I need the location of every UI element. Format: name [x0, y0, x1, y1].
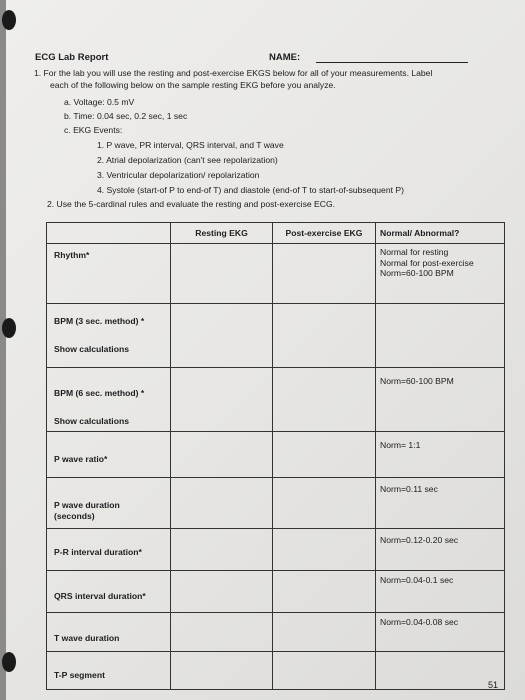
resting-cell[interactable]	[171, 368, 273, 432]
norm-cell[interactable]: Norm=60-100 BPM	[376, 368, 505, 432]
item-voltage: a. Voltage: 0.5 mV	[64, 97, 135, 107]
header-post-exercise-ekg: Post-exercise EKG	[273, 223, 376, 244]
table-row	[47, 529, 505, 571]
event-item: 4. Systole (start-of P to end-of T) and diastole (end-of T to start-of-subsequent P)	[97, 185, 404, 195]
resting-cell[interactable]	[171, 571, 273, 613]
post-exercise-cell[interactable]	[273, 244, 376, 304]
post-exercise-cell[interactable]	[273, 304, 376, 368]
resting-cell[interactable]	[171, 432, 273, 478]
binder-hole	[2, 318, 16, 338]
resting-cell[interactable]	[171, 613, 273, 652]
norm-cell[interactable]: Normal for resting Normal for post-exercise Norm=60-100 BPM	[376, 244, 505, 304]
table-row	[47, 432, 505, 478]
table-row	[47, 368, 505, 432]
name-label: NAME:	[269, 52, 301, 63]
norm-cell[interactable]: Norm=0.12-0.20 sec	[376, 529, 505, 571]
worksheet-page	[6, 0, 525, 700]
row-label-p-wave-duration: P wave duration (seconds)	[47, 478, 171, 529]
post-exercise-cell[interactable]	[273, 478, 376, 529]
binder-hole	[2, 10, 16, 30]
event-item: 1. P wave, PR interval, QRS interval, and T wave	[97, 140, 284, 150]
ecg-evaluation-table	[46, 222, 505, 690]
row-label-rhythm: Rhythm*	[47, 244, 171, 304]
norm-cell[interactable]: Norm=0.04-0.08 sec	[376, 613, 505, 652]
instruction-2: 2. Use the 5-cardinal rules and evaluate the resting and post-exercise ECG.	[47, 199, 336, 209]
table-row	[47, 571, 505, 613]
post-exercise-cell[interactable]	[273, 529, 376, 571]
header-label	[47, 223, 171, 244]
resting-cell[interactable]	[171, 304, 273, 368]
row-label-bpm-6sec: BPM (6 sec. method) * Show calculations	[47, 368, 171, 432]
post-exercise-cell[interactable]	[273, 652, 376, 690]
row-label-tp-segment: T-P segment	[47, 652, 171, 690]
row-label-p-wave-ratio: P wave ratio*	[47, 432, 171, 478]
resting-cell[interactable]	[171, 478, 273, 529]
header-resting-ekg: Resting EKG	[171, 223, 273, 244]
row-label-t-wave-duration: T wave duration	[47, 613, 171, 652]
table-header-row	[47, 223, 505, 244]
row-label-pr-interval: P-R interval duration*	[47, 529, 171, 571]
name-field-line[interactable]	[316, 62, 468, 63]
instruction-1-cont: each of the following below on the sample resting EKG before you analyze.	[50, 80, 336, 90]
resting-cell[interactable]	[171, 652, 273, 690]
table-row	[47, 478, 505, 529]
row-label-qrs-interval: QRS interval duration*	[47, 571, 171, 613]
table-row	[47, 652, 505, 690]
table-row	[47, 244, 505, 304]
header-normal-abnormal: Normal/ Abnormal?	[376, 223, 505, 244]
post-exercise-cell[interactable]	[273, 571, 376, 613]
norm-cell[interactable]	[376, 304, 505, 368]
norm-cell[interactable]: Norm= 1:1	[376, 432, 505, 478]
table-row	[47, 613, 505, 652]
instruction-1: 1. For the lab you will use the resting and post-exercise EKGS below for all of your measurements. Label	[34, 68, 433, 78]
event-item: 2. Atrial depolarization (can't see repolarization)	[97, 155, 278, 165]
table-row	[47, 304, 505, 368]
row-label-bpm-3sec: BPM (3 sec. method) * Show calculations	[47, 304, 171, 368]
resting-cell[interactable]	[171, 529, 273, 571]
item-time: b. Time: 0.04 sec, 0.2 sec, 1 sec	[64, 111, 188, 121]
item-ekg-events: c. EKG Events:	[64, 125, 123, 135]
post-exercise-cell[interactable]	[273, 432, 376, 478]
report-title: ECG Lab Report	[35, 52, 109, 63]
resting-cell[interactable]	[171, 244, 273, 304]
binder-hole	[2, 652, 16, 672]
norm-cell[interactable]: Norm=0.04-0.1 sec	[376, 571, 505, 613]
event-item: 3. Ventricular depolarization/ repolarization	[97, 170, 260, 180]
post-exercise-cell[interactable]	[273, 368, 376, 432]
norm-cell[interactable]: Norm=0.11 sec	[376, 478, 505, 529]
post-exercise-cell[interactable]	[273, 613, 376, 652]
norm-cell[interactable]	[376, 652, 505, 690]
page-number: 51	[487, 680, 498, 690]
